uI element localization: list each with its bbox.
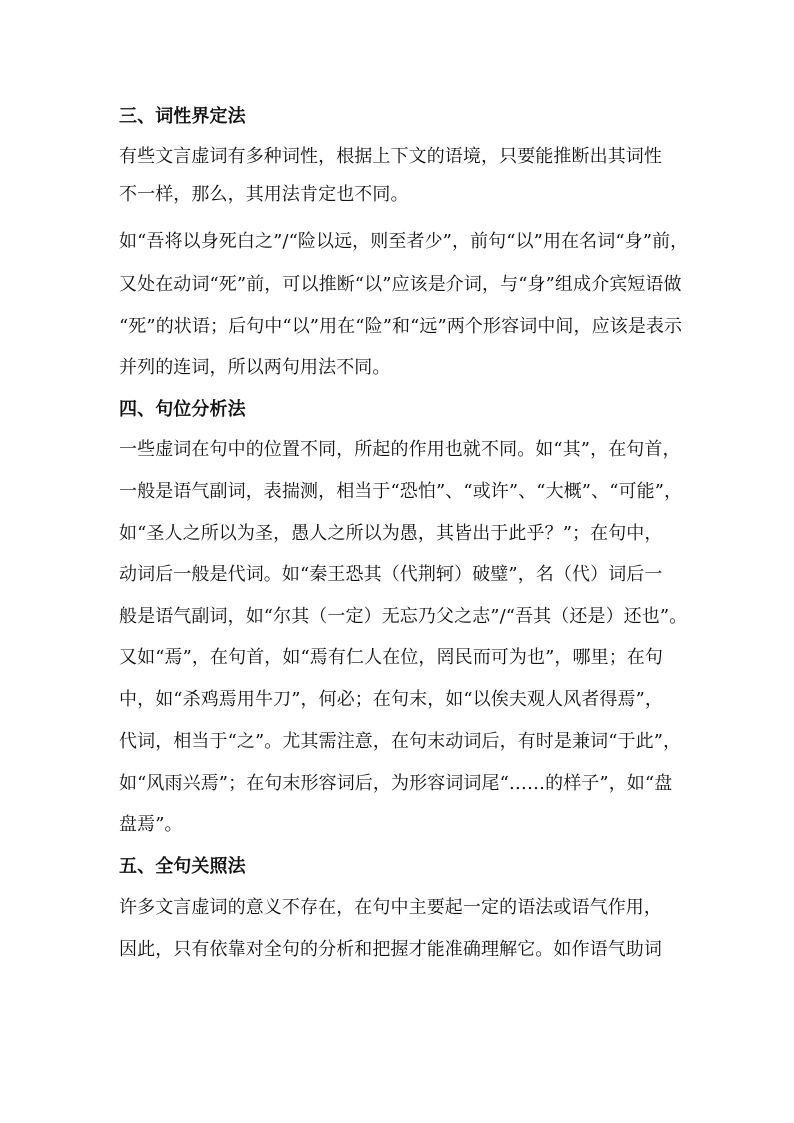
section-3-line-6: 并列的连词，所以两句用法不同。 xyxy=(119,357,391,378)
section-4-heading: 四、句位分析法 xyxy=(119,399,246,420)
section-4-line-2: 一般是语气副词，表揣测，相当于“恐怕”、“或许”、“大概”、“可能”， xyxy=(119,481,683,502)
section-4-line-9: 如“风雨兴焉”；在句末形容词后，为形容词词尾“……的样子”，如“盘 xyxy=(119,773,673,794)
section-3-line-3: 如“吾将以身死白之”/“险以远，则至者少”，前句“以”用在名词“身”前， xyxy=(119,231,689,252)
section-4-line-3: 如“圣人之所以为圣，愚人之所以为愚，其皆出于此乎？”；在句中， xyxy=(119,523,663,544)
section-4-line-8: 代词，相当于“之”。尤其需注意，在句末动词后，有时是兼词“于此”， xyxy=(119,731,682,752)
section-3-line-1: 有些文言虚词有多种词性，根据上下文的语境，只要能推断出其词性 xyxy=(119,146,662,167)
section-5-line-2: 因此，只有依靠对全句的分析和把握才能准确理解它。如作语气助词 xyxy=(119,939,662,960)
section-4-line-1: 一些虚词在句中的位置不同，所起的作用也就不同。如“其”，在句首， xyxy=(119,439,681,460)
section-4-line-4: 动词后一般是代词。如“秦王恐其（代荆轲）破璧”，名（代）词后一 xyxy=(119,564,663,585)
section-3-line-5: “死”的状语；后句中“以”用在“险”和“远”两个形容词中间，应该是表示 xyxy=(119,316,683,337)
section-4-line-5: 般是语气副词，如“尔其（一定）无忘乃父之志”/“吾其（还是）还也”。 xyxy=(119,606,688,627)
section-4-line-6: 又如“焉”，在句首，如“焉有仁人在位，罔民而可为也”，哪里；在句 xyxy=(119,647,664,668)
section-4-line-10: 盘焉”。 xyxy=(119,814,183,835)
section-3-line-4: 又处在动词“死”前，可以推断“以”应该是介词，与“身”组成介宾短语做 xyxy=(119,274,682,295)
section-5-heading: 五、全句关照法 xyxy=(119,856,246,877)
section-5-line-1: 许多文言虚词的意义不存在，在句中主要起一定的语法或语气作用， xyxy=(119,897,662,918)
section-3-heading: 三、词性界定法 xyxy=(119,106,246,127)
section-3-line-2: 不一样，那么，其用法肯定也不同。 xyxy=(119,184,409,205)
section-4-line-7: 中，如“杀鸡焉用牛刀”，何必；在句末，如“以俟夫观人风者得焉”， xyxy=(119,689,664,710)
